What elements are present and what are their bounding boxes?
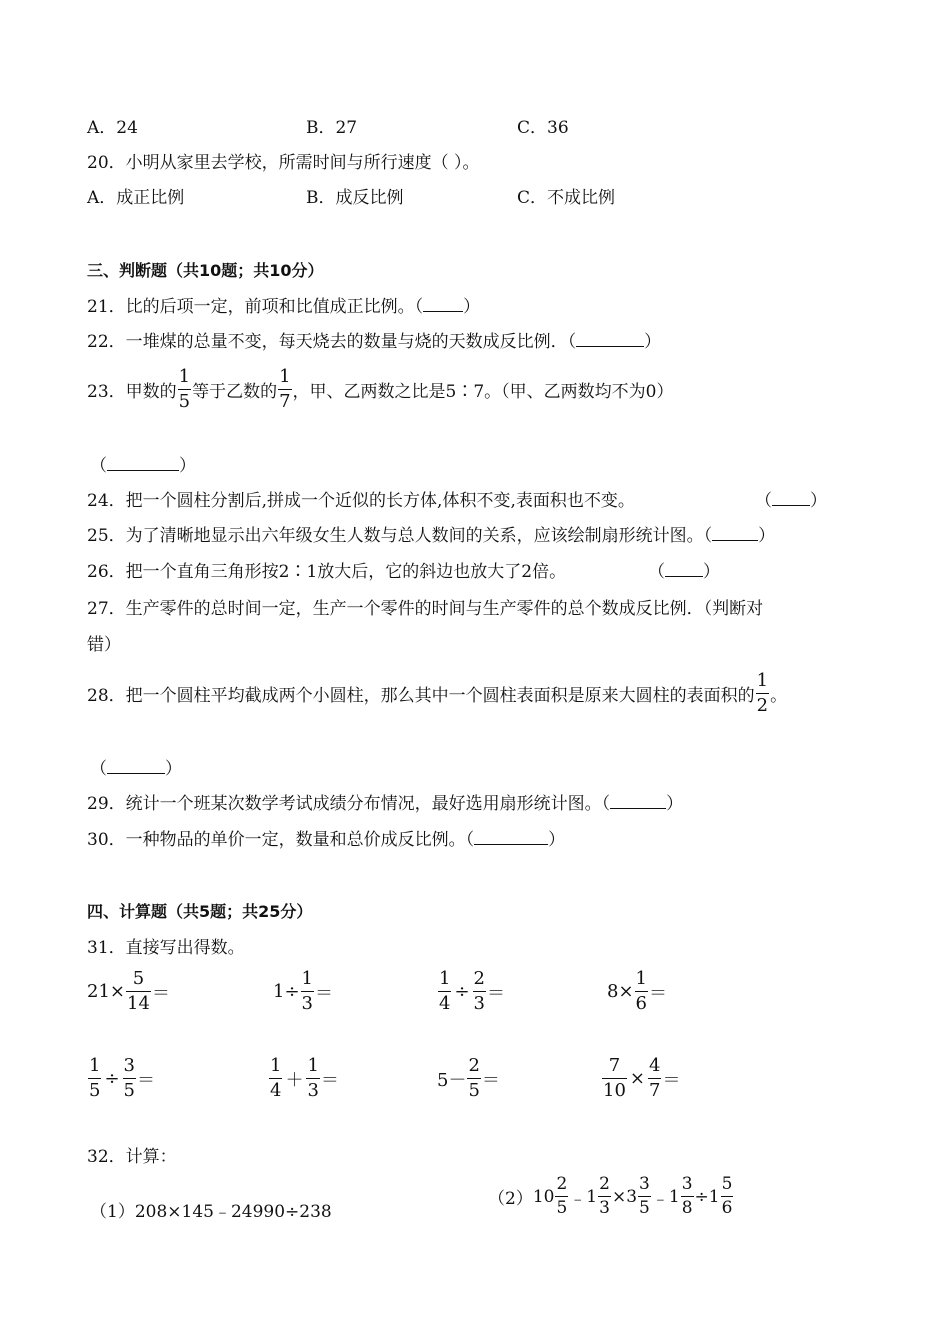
q31-e3-n2: 2	[473, 968, 485, 989]
q32-p2-whole-3: 3	[626, 1186, 638, 1207]
q32-p2-whole-4: 1	[668, 1186, 680, 1207]
q31-e5-n1: 1	[89, 1055, 101, 1076]
q26	[87, 561, 566, 583]
q31-e4-denominator: 6	[635, 993, 647, 1014]
q23-f1-numerator: 1	[178, 366, 191, 387]
q28-numerator: 1	[756, 670, 769, 691]
q31-e3-equals: ＝	[487, 982, 505, 1004]
q24-answer-blank[interactable]	[772, 491, 810, 506]
q26-text: 26．把一个直角三角形按2∶1放大后，它的斜边也放大了2倍。	[87, 562, 567, 582]
q23-open: （	[90, 456, 107, 476]
q32-p2-n5: 5	[721, 1174, 733, 1194]
q31-e5-equals: ＝	[137, 1069, 155, 1091]
q22	[87, 331, 661, 353]
q28-answer-blank[interactable]	[107, 759, 165, 774]
q25-close: ）	[758, 526, 776, 546]
q32-p2-d3: 5	[639, 1198, 650, 1218]
q24-answer	[755, 490, 827, 512]
q32-p2-mixed-2	[586, 1176, 612, 1217]
q26-answer	[648, 561, 720, 583]
q31-e3-operator: ÷	[454, 981, 470, 1002]
q31-e8-n1: 7	[608, 1055, 621, 1076]
q31-e3-d2: 3	[473, 993, 485, 1014]
q28-fraction	[756, 672, 769, 715]
q31-e8-operator: ×	[629, 1068, 645, 1089]
q26-answer-blank[interactable]	[665, 562, 703, 577]
q31-e8-d2: 7	[649, 1080, 661, 1101]
q31-e5-fraction-2	[123, 1057, 136, 1100]
q24-open: （	[755, 491, 772, 511]
q31-e5-d1: 5	[89, 1080, 101, 1101]
q32-p2-op1: ﹣	[569, 1189, 587, 1209]
q31-expr-8	[601, 1057, 680, 1100]
q32-p2-n4: 3	[681, 1174, 693, 1194]
section-4-title: 四、计算题（共5题；共25分）	[87, 902, 313, 921]
q31-expr-4	[607, 970, 667, 1013]
q28-close: ）	[165, 759, 182, 779]
q32-p2-n3: 3	[639, 1174, 650, 1194]
q31-e6-d1: 4	[270, 1080, 282, 1101]
q23-f2-numerator: 1	[279, 366, 291, 387]
q31-e3-d1: 4	[439, 993, 451, 1014]
q32-p2-whole-1: 10	[532, 1186, 555, 1207]
q29-text: 29．统计一个班某次数学考试成绩分布情况，最好选用扇形统计图。（	[87, 794, 611, 814]
q25-text: 25．为了清晰地显示出六年级女生人数与总人数间的关系，应该绘制扇形统计图。（	[87, 526, 713, 546]
q19-option-c: C．36	[517, 118, 569, 138]
q30-answer-blank[interactable]	[474, 830, 548, 845]
q21-close: ）	[463, 297, 481, 317]
q31-e3-n1: 1	[439, 968, 451, 989]
q31-e7-numerator: 2	[468, 1055, 480, 1076]
q31-e5-d2: 5	[123, 1080, 135, 1101]
q25-answer-blank[interactable]	[712, 526, 758, 541]
q28	[87, 672, 787, 715]
q32-p2-d2: 3	[599, 1198, 610, 1218]
q19-option-a: A．24	[87, 118, 138, 138]
q26-open: （	[648, 562, 665, 582]
q31-e6-d2: 3	[307, 1080, 319, 1101]
q31-e1-denominator: 14	[127, 993, 150, 1014]
q31-e1-prefix: 21×	[87, 981, 125, 1002]
q23-close: ）	[179, 456, 196, 476]
q23-post: ，甲、乙两数之比是5∶7。（甲、乙两数均不为0）	[292, 382, 674, 402]
q31-e5-fraction-1	[88, 1057, 101, 1100]
q29-answer-blank[interactable]	[610, 794, 666, 809]
q31-e2-equals: ＝	[315, 982, 333, 1004]
q31-e2-denominator: 3	[301, 993, 313, 1014]
q31-expr-3	[437, 970, 505, 1013]
q32-p2-n1: 2	[556, 1174, 568, 1194]
q28-open: （	[90, 759, 107, 779]
q32-p2-mixed-1	[533, 1176, 569, 1217]
q31-e8-d1: 10	[603, 1080, 626, 1101]
q31-e4-equals: ＝	[649, 982, 667, 1004]
q31-e2-fraction	[301, 970, 314, 1013]
q30	[87, 829, 565, 851]
q27-line-1: 27．生产零件的总时间一定，生产一个零件的时间与生产零件的总个数成反比例．（判断对	[87, 599, 764, 619]
q31-e8-equals: ＝	[662, 1069, 681, 1091]
q31-e2-prefix: 1÷	[273, 981, 300, 1002]
q32-text: 32．计算：	[87, 1147, 177, 1167]
q31-e6-fraction-1	[269, 1057, 282, 1100]
q32-p2-op2: ×	[611, 1186, 627, 1207]
q31-e7-equals: ＝	[481, 1069, 500, 1091]
q25	[87, 525, 775, 547]
q30-close: ）	[548, 830, 566, 850]
q31-e8-fraction-2	[648, 1057, 661, 1100]
q23-fraction-1	[178, 368, 191, 411]
q23-pre: 23．甲数的	[87, 382, 177, 402]
q32-p2-label: （2）	[488, 1189, 533, 1209]
q31-e5-operator: ÷	[104, 1068, 120, 1089]
q31-e7-fraction	[467, 1057, 480, 1100]
q22-text: 22．一堆煤的总量不变，每天烧去的数量与烧的天数成反比例．（	[87, 332, 577, 352]
q32-p2-whole-5: 1	[708, 1186, 720, 1207]
q32-p2-n2: 2	[599, 1174, 610, 1194]
q31-e3-fraction-1	[438, 970, 451, 1013]
q23-mid: 等于乙数的	[192, 382, 278, 402]
q24-close: ）	[810, 491, 827, 511]
q31-expr-6	[268, 1057, 339, 1100]
q31-expr-1	[87, 970, 170, 1013]
q29-close: ）	[666, 794, 684, 814]
q32-p2-d1: 5	[556, 1198, 568, 1218]
q30-text: 30．一种物品的单价一定，数量和总价成反比例。（	[87, 830, 475, 850]
q23-fraction-2	[278, 368, 291, 411]
q31-text: 31．直接写出得数。	[87, 938, 245, 958]
q31-e7-denominator: 5	[468, 1080, 480, 1101]
q23	[87, 368, 674, 411]
q32-p2-d4: 8	[681, 1198, 693, 1218]
q31-e1-numerator: 5	[132, 968, 145, 989]
q29	[87, 793, 683, 815]
q22-close: ）	[644, 332, 662, 352]
q31-e1-fraction	[126, 970, 151, 1013]
q31-e6-operator: ＋	[285, 1069, 304, 1091]
q24	[87, 490, 635, 512]
q23-answer-blank[interactable]	[107, 456, 179, 471]
section-3-title: 三、判断题（共10题；共10分）	[87, 261, 324, 280]
q31-e8-n2: 4	[649, 1055, 661, 1076]
q31-e6-fraction-2	[306, 1057, 319, 1100]
q31-e2-numerator: 1	[301, 968, 313, 989]
q32-p2-op3: ﹣	[651, 1189, 669, 1209]
q23-answer	[90, 455, 196, 477]
q32-p2-mixed-3	[626, 1176, 652, 1217]
q31-e1-equals: ＝	[151, 982, 170, 1004]
q23-f2-denominator: 7	[279, 391, 291, 412]
q28-answer	[90, 758, 182, 780]
q32-p2-d5: 6	[721, 1198, 733, 1218]
q31-expr-5	[87, 1057, 155, 1100]
q26-close: ）	[703, 562, 720, 582]
q31-e7-prefix: 5－	[437, 1069, 467, 1091]
q27-line-2: 错）	[87, 635, 121, 655]
q32-p2-op4: ÷	[694, 1186, 709, 1207]
q20-text: 20．小明从家里去学校，所需时间与所行速度（ ）。	[87, 153, 480, 173]
q32-part-1: （1）208×145﹣24990÷238	[90, 1202, 332, 1222]
q20-option-c: C．不成比例	[517, 188, 616, 208]
q32-p2-whole-2: 1	[586, 1186, 598, 1207]
q21-text: 21．比的后项一定，前项和比值成正比例。（	[87, 297, 424, 317]
q31-e8-fraction-1	[602, 1057, 627, 1100]
q31-e4-numerator: 1	[635, 968, 647, 989]
q23-f1-denominator: 5	[178, 391, 191, 412]
q21	[87, 296, 480, 318]
q19-option-b: B．27	[306, 118, 358, 138]
q22-answer-blank[interactable]	[576, 332, 644, 347]
q21-answer-blank[interactable]	[423, 297, 463, 312]
q31-e6-n1: 1	[270, 1055, 282, 1076]
q32-p2-mixed-4	[669, 1176, 695, 1217]
q24-text: 24．把一个圆柱分割后,拼成一个近似的长方体,体积不变,表面积也不变。	[87, 491, 635, 511]
q20-option-b: B．成反比例	[306, 188, 404, 208]
q31-e4-prefix: 8×	[607, 981, 634, 1002]
q31-e5-n2: 3	[123, 1055, 135, 1076]
q32-part-2	[488, 1176, 734, 1217]
q28-text: 28．把一个圆柱平均截成两个小圆柱，那么其中一个圆柱表面积是原来大圆柱的表面积的	[87, 686, 755, 706]
q20-option-a: A．成正比例	[87, 188, 185, 208]
q32-p2-mixed-5	[709, 1176, 735, 1217]
q31-e6-equals: ＝	[320, 1069, 339, 1091]
q28-denominator: 2	[756, 695, 769, 716]
q31-e3-fraction-2	[473, 970, 486, 1013]
q31-e6-n2: 1	[307, 1055, 319, 1076]
q31-expr-2	[273, 970, 333, 1013]
q28-end: 。	[770, 686, 788, 706]
q31-e4-fraction	[635, 970, 648, 1013]
q31-expr-7	[437, 1057, 500, 1100]
